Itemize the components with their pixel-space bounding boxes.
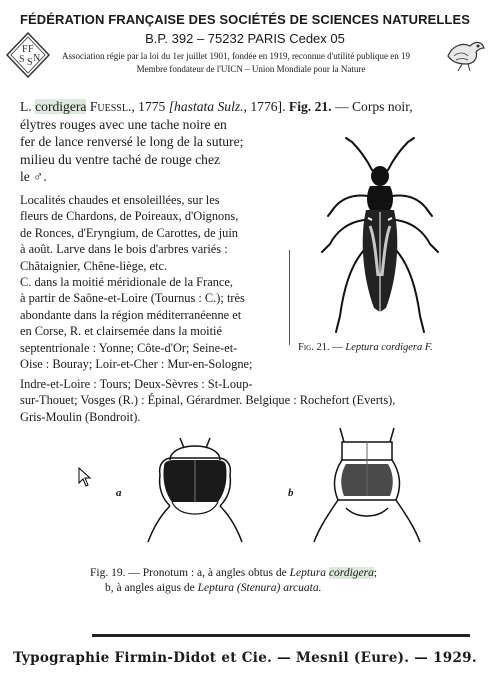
description-line-2: élytres rouges avec une tache noire en — [20, 116, 227, 132]
text-line: abondante dans la région méditerranéenne et — [20, 307, 242, 322]
mouse-pointer-icon — [78, 467, 92, 487]
figure-label-a: a — [116, 487, 122, 499]
figure-21-dash: — — [332, 342, 343, 353]
caption-species: Leptura (Stenura) arcuata. — [197, 582, 322, 594]
postal-address: B.P. 392 – 75232 PARIS Cedex 05 — [145, 31, 345, 46]
svg-text:S: S — [19, 54, 25, 65]
text-line: Gris-Moulin (Bondroit). — [20, 409, 141, 424]
text-line: Châtaignier, Chêne-liège, etc. — [20, 258, 168, 273]
svg-text:F: F — [28, 44, 34, 55]
distribution-tail — [20, 376, 480, 425]
text-line: fleurs de Chardons, de Poireaux, d'Oignons, — [20, 209, 239, 224]
pronotum-a-illustration — [140, 430, 250, 545]
text-line: sur-Thouet; Vosges (R.) : Épinal, Gérardmer. Belgique : Rochefort (Everts), — [20, 393, 396, 408]
caption-text: Fig. 19. — Pronotum : a, à angles obtus de — [90, 567, 287, 579]
figure-21-caption — [298, 342, 433, 353]
figure-19-caption-line-2 — [105, 582, 321, 594]
text-line: septentrionale : Yonne; Côte-d'Or; Seine-et- — [20, 340, 238, 355]
caption-text: b, à angles aigus de — [105, 582, 195, 594]
beetle-illustration — [300, 136, 460, 336]
text-line: à août. Larve dans le bois d'arbres variés : — [20, 242, 228, 257]
figure-reference: Fig. 21. — [288, 99, 332, 114]
genus-abbreviation: L. — [20, 99, 32, 114]
text-line: Localités chaudes et ensoleillées, sur les — [20, 193, 220, 207]
svg-text:S: S — [27, 57, 33, 68]
description-line-4: milieu du ventre taché de rouge chez — [20, 151, 221, 167]
figure-19-caption-line-1 — [90, 567, 377, 579]
species-name-highlight: cordigera — [328, 567, 374, 579]
caption-species: Leptura — [289, 567, 327, 579]
federation-title: FÉDÉRATION FRANÇAISE DES SOCIÉTÉS DE SCIENCES NATURELLES — [19, 12, 471, 27]
species-author: Fuessl., 1775 — [89, 99, 166, 114]
svg-text:F: F — [22, 44, 28, 55]
horizontal-rule — [92, 634, 470, 637]
svg-text:N: N — [33, 53, 41, 64]
text-line: à partir de Saône-et-Loire (Tournus : C.); très — [20, 291, 245, 306]
description-line-1: — Corps noir, — [334, 99, 413, 114]
figure-21-species: Leptura cordigera F. — [345, 342, 433, 353]
synonym: [hastata Sulz., — [168, 99, 247, 114]
text-line: de Ronces, d'Eryngium, de Carottes, de juin — [20, 225, 238, 240]
description-line-3: fer de lance renversé le long de la suture; — [20, 134, 244, 150]
description-line-5: le ♂. — [20, 169, 47, 185]
species-name-highlight: cordigera — [35, 99, 87, 114]
federation-logo-icon — [6, 32, 50, 78]
text-line: Indre-et-Loire : Tours; Deux-Sèvres : St-Loup- — [20, 377, 253, 391]
uicn-logo-icon — [444, 34, 486, 72]
figure-label-b: b — [288, 487, 294, 499]
text-line: Oise : Bouray; Loir-et-Cher : Mur-en-Sologne; — [20, 357, 253, 372]
caption-text: ; — [373, 567, 378, 579]
column-divider — [289, 250, 290, 345]
text-line: C. dans la moitié méridionale de la France, — [20, 275, 233, 290]
pronotum-b-illustration — [312, 424, 422, 547]
printer-imprint: Typographie Firmin-Didot et Cie. — Mesnil (Eure). — 1929. — [13, 650, 477, 666]
figure-21-label: Fig. 21. — [298, 342, 330, 353]
synonym-year: 1776]. — [250, 99, 286, 114]
membership-statement: Membre fondateur de l'UICN – Union Mondiale pour la Nature — [136, 64, 366, 74]
distribution-column — [20, 192, 276, 372]
text-line: en Corse, R. et clairsemée dans la moitié — [20, 324, 222, 339]
association-statement: Association régie par la loi du 1er juillet 1901, fondée en 1919, reconnue d'utilité publique en 19 — [62, 51, 411, 61]
